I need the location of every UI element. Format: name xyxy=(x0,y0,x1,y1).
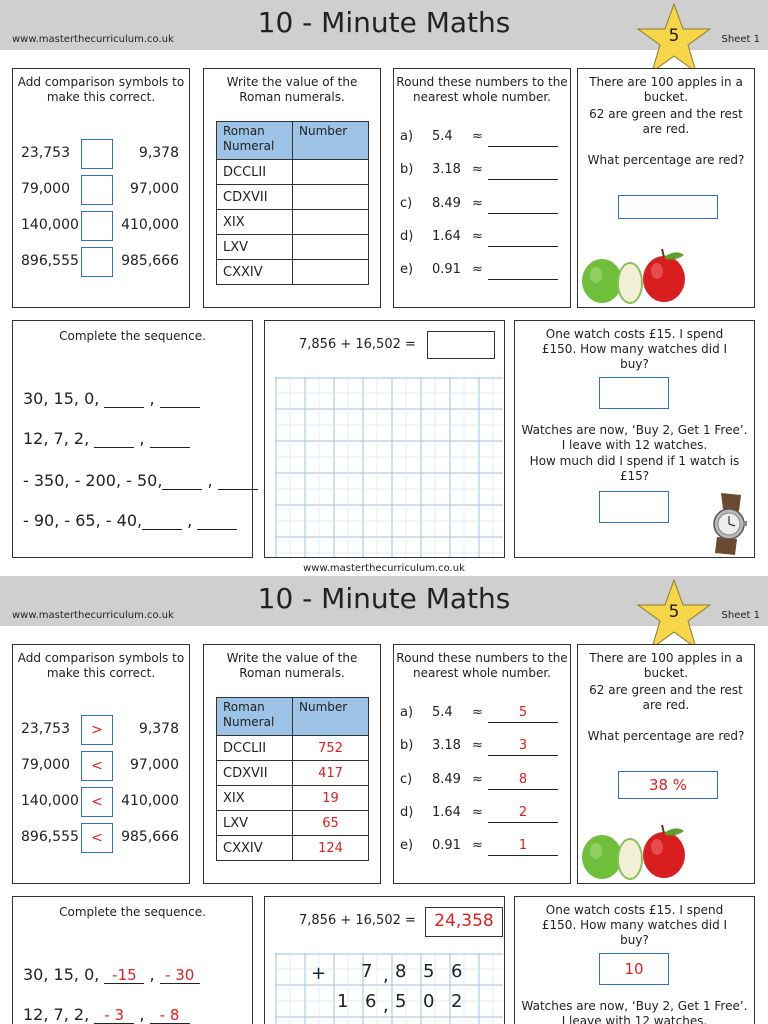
roman-numeral: LXV xyxy=(217,235,293,260)
rounding-panel xyxy=(393,68,571,308)
roman-numeral: XIX xyxy=(217,786,293,811)
digit: 8 xyxy=(395,961,407,982)
approx-symbol: ≈ xyxy=(472,196,483,211)
page-title: 10 - Minute Maths xyxy=(257,6,511,39)
comparison-answer-box[interactable]: < xyxy=(81,751,113,781)
rounding-row xyxy=(400,160,570,184)
apples-icon xyxy=(580,247,690,307)
sequence-panel xyxy=(12,896,253,1024)
table-row xyxy=(217,836,369,861)
table-row xyxy=(217,235,369,260)
roman-numerals-panel xyxy=(203,68,381,308)
right-number: 410,000 xyxy=(121,217,179,233)
rounding-instructions: Round these numbers to the nearest whole number. xyxy=(396,651,568,680)
question-label: a) xyxy=(400,705,414,720)
table-row xyxy=(217,786,369,811)
sequence-answer-line[interactable] xyxy=(160,390,200,408)
watches-question-2-line1: Watches are now, ‘Buy 2, Get 1 Free’. xyxy=(521,999,748,1013)
rounding-row xyxy=(400,260,570,284)
digit: , xyxy=(383,965,389,986)
number-answer-cell[interactable] xyxy=(293,210,369,235)
question-label: e) xyxy=(400,262,414,277)
sheet-label: Sheet 1 xyxy=(721,34,760,45)
decimal-value: 5.4 xyxy=(432,129,453,144)
decimal-value: 1.64 xyxy=(432,229,461,244)
watches-question-2-line1: Watches are now, ‘Buy 2, Get 1 Free’. xyxy=(521,423,748,437)
apples-line1: There are 100 apples in a bucket. xyxy=(589,75,743,104)
right-number: 9,378 xyxy=(138,145,179,161)
sequence-answer-line[interactable] xyxy=(142,512,182,530)
percentage-answer-box[interactable]: 38 % xyxy=(618,771,718,799)
left-number: 79,000 xyxy=(21,757,70,773)
rounding-answer: 5 xyxy=(518,705,528,720)
watches-question-1: One watch costs £15. I spend £150. How many watches did I buy? xyxy=(541,903,728,947)
roman-numeral: CDXVII xyxy=(217,185,293,210)
digit: 6 xyxy=(365,991,377,1012)
roman-numeral: CXXIV xyxy=(217,836,293,861)
header-url[interactable]: www.masterthecurriculum.co.uk xyxy=(12,34,174,45)
digit: 6 xyxy=(451,961,463,982)
number-answer-cell[interactable]: 417 xyxy=(293,761,369,786)
question-label: e) xyxy=(400,838,414,853)
approx-symbol: ≈ xyxy=(472,162,483,177)
plus-sign: + xyxy=(311,963,327,984)
decimal-value: 3.18 xyxy=(432,738,461,753)
sequence-row: 30, 15, 0, -15 , - 30 xyxy=(23,965,200,984)
answer-line[interactable] xyxy=(488,722,558,723)
comparison-panel xyxy=(12,68,190,308)
left-number: 896,555 xyxy=(21,253,79,269)
apples-line1: There are 100 apples in a bucket. xyxy=(589,651,743,680)
table-row xyxy=(217,811,369,836)
apples-question: What percentage are red? xyxy=(587,153,745,167)
rounding-panel xyxy=(393,644,571,884)
rounding-row xyxy=(400,127,570,151)
question-label: b) xyxy=(400,738,414,753)
comparison-answer-box[interactable] xyxy=(81,139,113,169)
sequence-given: 12, 7, 2, xyxy=(23,429,90,448)
sequence-instructions: Complete the sequence. xyxy=(59,905,206,919)
footer-url[interactable]: www.masterthecurriculum.co.uk xyxy=(303,563,465,574)
sequence-given: 30, 15, 0, xyxy=(23,389,100,408)
sequence-answer-line[interactable]: -15 xyxy=(104,966,144,984)
right-number: 985,666 xyxy=(121,253,179,269)
rounding-instructions: Round these numbers to the nearest whole number. xyxy=(396,75,568,104)
answer-line[interactable] xyxy=(488,822,558,823)
watches-panel xyxy=(514,320,755,558)
rounding-row xyxy=(400,803,570,827)
sheet-label: Sheet 1 xyxy=(721,610,760,621)
sequence-answer-line[interactable] xyxy=(218,472,258,490)
watches-question-2-line2: I leave with 12 watches. xyxy=(561,1014,708,1024)
table-row xyxy=(217,160,369,185)
left-number: 140,000 xyxy=(21,793,79,809)
comparison-row xyxy=(13,139,189,171)
decimal-value: 0.91 xyxy=(432,262,461,277)
worksheet-answers xyxy=(0,576,768,1024)
sequence-answer-line[interactable] xyxy=(94,430,134,448)
level-number: 5 xyxy=(668,602,680,622)
level-number: 5 xyxy=(668,26,680,46)
percentage-panel xyxy=(577,644,755,884)
watches-question-2-line3: How much did I spend if 1 watch is £15? xyxy=(529,454,740,483)
addition-answer-box[interactable]: 24,358 xyxy=(425,907,503,937)
rounding-row xyxy=(400,703,570,727)
comparison-instructions: Add comparison symbols to make this correct. xyxy=(17,651,185,680)
approx-symbol: ≈ xyxy=(472,262,483,277)
watches-panel xyxy=(514,896,755,1024)
comparison-answer-box[interactable] xyxy=(81,247,113,277)
addition-question: 7,856 + 16,502 = xyxy=(299,337,416,352)
rounding-answer: 8 xyxy=(518,772,528,787)
answer-line[interactable] xyxy=(488,789,558,790)
apples-line2: 62 are green and the rest are red. xyxy=(589,107,743,136)
sequence-instructions: Complete the sequence. xyxy=(59,329,206,343)
sequence-panel xyxy=(12,320,253,558)
watches-answer-box-2[interactable] xyxy=(599,491,669,523)
approx-symbol: ≈ xyxy=(472,738,483,753)
answer-line[interactable] xyxy=(488,146,558,147)
rounding-row xyxy=(400,836,570,860)
comparison-panel xyxy=(12,644,190,884)
approx-symbol: ≈ xyxy=(472,838,483,853)
decimal-value: 8.49 xyxy=(432,196,461,211)
comparison-row xyxy=(13,211,189,243)
watches-question-2-line2: I leave with 12 watches. xyxy=(561,438,708,452)
apples-question: What percentage are red? xyxy=(587,729,745,743)
comparison-row xyxy=(13,175,189,207)
comparison-row xyxy=(13,247,189,279)
roman-numeral: XIX xyxy=(217,210,293,235)
roman-table xyxy=(216,697,369,861)
right-number: 97,000 xyxy=(130,757,179,773)
comparison-row xyxy=(13,823,189,855)
squared-grid xyxy=(275,377,503,557)
roman-col-header: Roman Numeral xyxy=(217,122,293,160)
decimal-value: 8.49 xyxy=(432,772,461,787)
addition-panel xyxy=(264,896,505,1024)
approx-symbol: ≈ xyxy=(472,129,483,144)
rounding-row xyxy=(400,736,570,760)
comparison-answer-box[interactable]: < xyxy=(81,823,113,853)
watches-answer-box-1[interactable]: 10 xyxy=(599,953,669,985)
decimal-value: 5.4 xyxy=(432,705,453,720)
digit: 2 xyxy=(451,991,463,1012)
question-label: c) xyxy=(400,196,413,211)
sequence-given: 12, 7, 2, xyxy=(23,1005,90,1024)
roman-numeral: LXV xyxy=(217,811,293,836)
roman-col-header: Roman Numeral xyxy=(217,698,293,736)
squared-grid xyxy=(275,953,503,1024)
sequence-answer-line[interactable]: - 8 xyxy=(150,1006,190,1024)
rounding-row xyxy=(400,227,570,251)
sequence-row: 12, 7, 2, - 3 , - 8 xyxy=(23,1005,190,1024)
digit: 7 xyxy=(361,961,373,982)
table-row xyxy=(217,761,369,786)
table-row xyxy=(217,210,369,235)
number-answer-cell[interactable]: 65 xyxy=(293,811,369,836)
comparison-answer-box[interactable] xyxy=(81,175,113,205)
apples-icon xyxy=(580,823,690,883)
number-col-header: Number xyxy=(293,122,369,160)
sequence-row: 30, 15, 0, , xyxy=(23,389,200,408)
roman-instructions: Write the value of the Roman numerals. xyxy=(226,651,358,680)
answer-line[interactable] xyxy=(488,855,558,856)
rounding-answer: 1 xyxy=(518,838,528,853)
answer-line[interactable] xyxy=(488,755,558,756)
page-title: 10 - Minute Maths xyxy=(257,582,511,615)
sequence-row: 12, 7, 2, , xyxy=(23,429,190,448)
decimal-value: 3.18 xyxy=(432,162,461,177)
left-number: 140,000 xyxy=(21,217,79,233)
roman-numeral: CDXVII xyxy=(217,761,293,786)
comparison-row xyxy=(13,787,189,819)
question-label: d) xyxy=(400,229,414,244)
number-answer-cell[interactable] xyxy=(293,235,369,260)
left-number: 79,000 xyxy=(21,181,70,197)
comparison-instructions: Add comparison symbols to make this correct. xyxy=(17,75,185,104)
rounding-answer: 3 xyxy=(518,738,528,753)
sequence-given: 30, 15, 0, xyxy=(23,965,100,984)
roman-instructions: Write the value of the Roman numerals. xyxy=(226,75,358,104)
approx-symbol: ≈ xyxy=(472,772,483,787)
sequence-given: - 90, - 65, - 40, xyxy=(23,511,143,530)
comparison-row xyxy=(13,715,189,747)
approx-symbol: ≈ xyxy=(472,705,483,720)
decimal-value: 0.91 xyxy=(432,838,461,853)
sequence-answer-line[interactable]: - 3 xyxy=(94,1006,134,1024)
sequence-row: - 90, - 65, - 40, , xyxy=(23,511,237,530)
percentage-panel xyxy=(577,68,755,308)
watches-question-1: One watch costs £15. I spend £150. How many watches did I buy? xyxy=(541,327,728,371)
digit: , xyxy=(383,995,389,1016)
rounding-row xyxy=(400,770,570,794)
number-answer-cell[interactable]: 124 xyxy=(293,836,369,861)
roman-numeral: DCCLII xyxy=(217,736,293,761)
right-number: 97,000 xyxy=(130,181,179,197)
addition-answer-box[interactable] xyxy=(427,331,495,359)
number-col-header: Number xyxy=(293,698,369,736)
question-label: c) xyxy=(400,772,413,787)
right-number: 9,378 xyxy=(138,721,179,737)
digit: 5 xyxy=(423,961,435,982)
roman-table xyxy=(216,121,369,285)
digit: 1 xyxy=(337,991,349,1012)
sequence-row: - 350, - 200, - 50, , xyxy=(23,471,258,490)
left-number: 896,555 xyxy=(21,829,79,845)
sequence-answer-line[interactable] xyxy=(197,512,237,530)
rounding-answer: 2 xyxy=(518,805,528,820)
roman-numeral: CXXIV xyxy=(217,260,293,285)
right-number: 985,666 xyxy=(121,829,179,845)
answer-line[interactable] xyxy=(488,279,558,280)
percentage-answer-box[interactable] xyxy=(618,195,718,219)
roman-numeral: DCCLII xyxy=(217,160,293,185)
right-number: 410,000 xyxy=(121,793,179,809)
watches-answer-box-1[interactable] xyxy=(599,377,669,409)
sequence-answer-line[interactable] xyxy=(150,430,190,448)
sequence-answer-line[interactable] xyxy=(162,472,202,490)
header-url[interactable]: www.masterthecurriculum.co.uk xyxy=(12,610,174,621)
sequence-answer-line[interactable] xyxy=(104,390,144,408)
table-row xyxy=(217,260,369,285)
addition-question: 7,856 + 16,502 = xyxy=(299,913,416,928)
answer-line[interactable] xyxy=(488,179,558,180)
comparison-answer-box[interactable]: < xyxy=(81,787,113,817)
comparison-answer-box[interactable] xyxy=(81,211,113,241)
approx-symbol: ≈ xyxy=(472,229,483,244)
roman-numerals-panel xyxy=(203,644,381,884)
table-row xyxy=(217,185,369,210)
digit: 5 xyxy=(395,991,407,1012)
addition-panel xyxy=(264,320,505,558)
table-row xyxy=(217,736,369,761)
left-number: 23,753 xyxy=(21,145,70,161)
number-answer-cell[interactable] xyxy=(293,160,369,185)
answer-line[interactable] xyxy=(488,213,558,214)
sequence-given: - 350, - 200, - 50, xyxy=(23,471,163,490)
rounding-row xyxy=(400,194,570,218)
left-number: 23,753 xyxy=(21,721,70,737)
comparison-answer-box[interactable]: > xyxy=(81,715,113,745)
number-answer-cell[interactable] xyxy=(293,185,369,210)
number-answer-cell[interactable] xyxy=(293,260,369,285)
decimal-value: 1.64 xyxy=(432,805,461,820)
approx-symbol: ≈ xyxy=(472,805,483,820)
comparison-row xyxy=(13,751,189,783)
number-answer-cell[interactable]: 19 xyxy=(293,786,369,811)
answer-line[interactable] xyxy=(488,246,558,247)
question-label: d) xyxy=(400,805,414,820)
question-label: a) xyxy=(400,129,414,144)
number-answer-cell[interactable]: 752 xyxy=(293,736,369,761)
question-label: b) xyxy=(400,162,414,177)
watch-icon xyxy=(707,493,751,555)
apples-line2: 62 are green and the rest are red. xyxy=(589,683,743,712)
digit: 0 xyxy=(423,991,435,1012)
sequence-answer-line[interactable]: - 30 xyxy=(160,966,200,984)
